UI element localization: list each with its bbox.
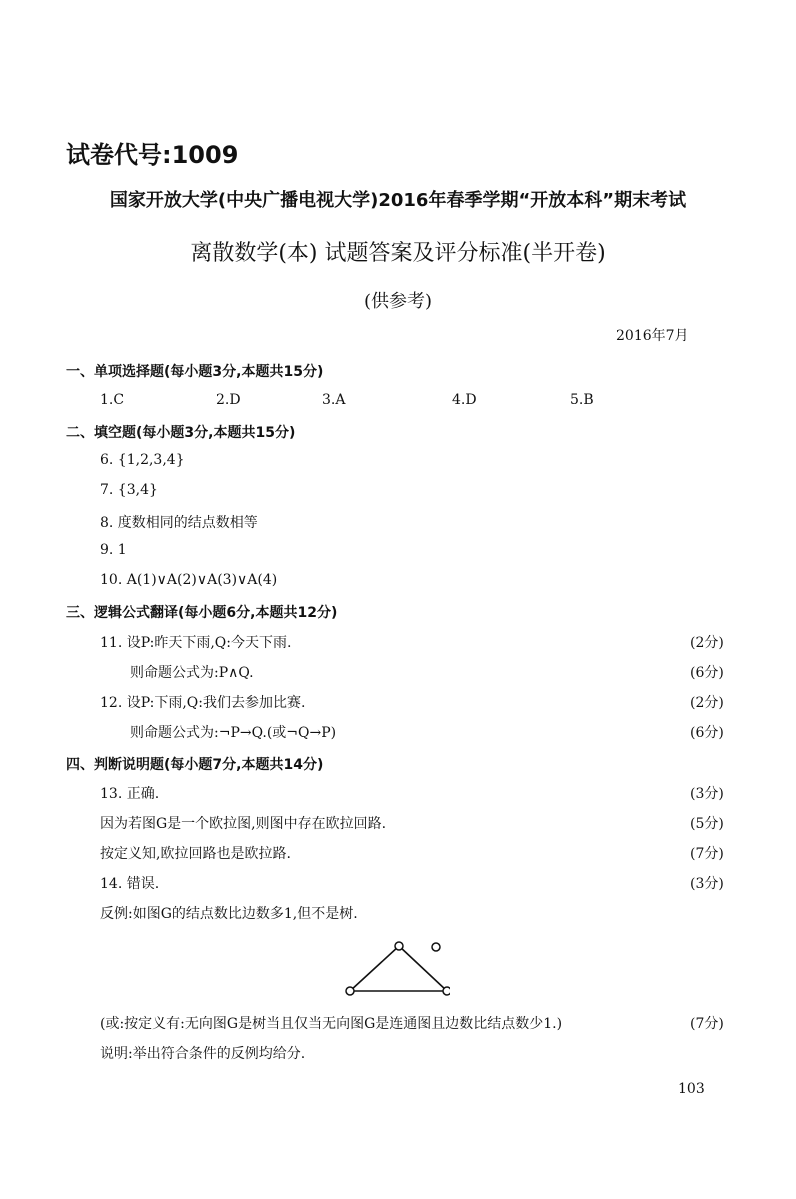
section-1-heading: 一、单项选择题(每小题3分,本题共15分) xyxy=(66,364,324,380)
choice-answer-1: 1.C xyxy=(100,392,125,408)
alternative-answer: (或:按定义有:无向图G是树当且仅当无向图G是连通图且边数比结点数少1.) xyxy=(100,1016,563,1032)
logic-score-4: (6分) xyxy=(690,725,724,741)
judge-line-1: 13. 正确. xyxy=(100,786,160,802)
logic-score-3: (2分) xyxy=(690,695,724,711)
logic-score-1: (2分) xyxy=(690,635,724,651)
graph-edge-1 xyxy=(350,946,399,991)
page-number: 103 xyxy=(678,1081,705,1097)
exam-code: 试卷代号:1009 xyxy=(66,141,239,169)
judge-line-4: 14. 错误. xyxy=(100,876,160,892)
judge-score-2: (5分) xyxy=(690,816,724,832)
section-3-heading: 三、逻辑公式翻译(每小题6分,本题共12分) xyxy=(66,605,338,621)
section-2-heading: 二、填空题(每小题3分,本题共15分) xyxy=(66,425,296,441)
document-title: 离散数学(本) 试题答案及评分标准(半开卷) xyxy=(190,241,606,266)
judge-line-3: 按定义知,欧拉回路也是欧拉路. xyxy=(100,846,291,862)
graph-node-isolated xyxy=(432,943,440,951)
logic-line-1: 11. 设P:昨天下雨,Q:今天下雨. xyxy=(100,635,292,651)
choice-answer-3: 3.A xyxy=(322,392,346,408)
judge-score-3: (7分) xyxy=(690,846,724,862)
alternative-score: (7分) xyxy=(690,1016,724,1032)
counterexample-graph-figure xyxy=(340,935,450,1000)
fill-answer-8: 8. 度数相同的结点数相等 xyxy=(100,515,258,531)
logic-score-2: (6分) xyxy=(690,665,724,681)
judge-score-1: (3分) xyxy=(690,786,724,802)
graph-node-top xyxy=(395,942,403,950)
choice-answer-5: 5.B xyxy=(570,392,594,408)
judge-score-4: (3分) xyxy=(690,876,724,892)
graph-node-right xyxy=(443,987,450,995)
choice-answer-2: 2.D xyxy=(216,392,241,408)
logic-line-3: 12. 设P:下雨,Q:我们去参加比赛. xyxy=(100,695,306,711)
judge-line-2: 因为若图G是一个欧拉图,则图中存在欧拉回路. xyxy=(100,816,387,832)
logic-line-4: 则命题公式为:¬P→Q.(或¬Q→P) xyxy=(130,725,337,741)
exam-date: 2016年7月 xyxy=(616,328,689,344)
university-heading: 国家开放大学(中央广播电视大学)2016年春季学期“开放本科”期末考试 xyxy=(109,190,687,211)
fill-answer-7: 7. {3,4} xyxy=(100,482,158,498)
section-4-heading: 四、判断说明题(每小题7分,本题共14分) xyxy=(66,757,324,773)
fill-answer-9: 9. 1 xyxy=(100,542,127,558)
fill-answer-10: 10. A(1)∨A(2)∨A(3)∨A(4) xyxy=(100,572,278,588)
graph-node-left xyxy=(346,987,354,995)
logic-line-2: 则命题公式为:P∧Q. xyxy=(130,665,254,681)
judge-line-5: 反例:如图G的结点数比边数多1,但不是树. xyxy=(100,906,358,922)
choice-answer-4: 4.D xyxy=(452,392,477,408)
graph-edge-2 xyxy=(399,946,447,991)
fill-answer-6: 6. {1,2,3,4} xyxy=(100,452,185,468)
grading-note: 说明:举出符合条件的反例均给分. xyxy=(100,1046,306,1062)
reference-note: (供参考) xyxy=(363,291,433,312)
